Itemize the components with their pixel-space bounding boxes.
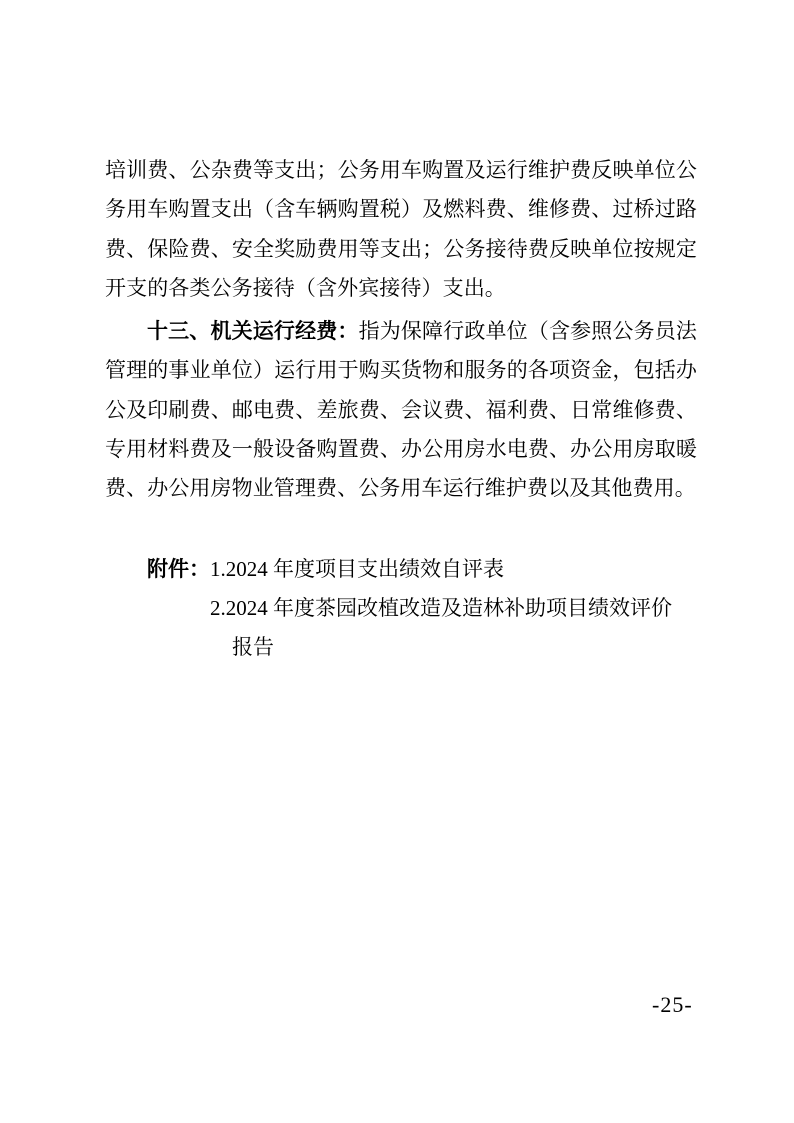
paragraph-lead-term: 十三、机关运行经费： (147, 319, 359, 344)
attachment-item-2-line1: 2.2024 年度茶园改植改造及造林补助项目绩效评价 (210, 595, 672, 620)
attachments-block (147, 550, 697, 668)
attachment-item-1: 1.2024 年度项目支出绩效自评表 (210, 556, 504, 581)
attachments-label: 附件： (147, 556, 210, 581)
paragraph-agency-operating-funds (105, 312, 697, 508)
paragraph-expense-description: 培训费、公杂费等支出；公务用车购置及运行维护费反映单位公务用车购置支出（含车辆购置税）及燃料费、维修费、过桥过路费、保险费、安全奖励费用等支出；公务接待费反映单位按规定开支的各类公务接待（含外宾接待）支出。 (105, 158, 697, 300)
page-number: -25- (652, 992, 693, 1017)
document-body (105, 151, 697, 668)
attachments-list (210, 550, 697, 668)
paragraph-definition-text: 指为保障行政单位（含参照公务员法管理的事业单位）运行用于购买货物和服务的各项资金，包括办公及印刷费、邮电费、差旅费、会议费、福利费、日常维修费、专用材料费及一般设备购置费、办公用房水电费、办公用房取暖费、办公用房物业管理费、公务用车运行维护费以及其他费用。 (105, 319, 697, 501)
attachment-item-2 (210, 589, 697, 668)
attachment-item-2-line2: 报告 (232, 635, 274, 660)
